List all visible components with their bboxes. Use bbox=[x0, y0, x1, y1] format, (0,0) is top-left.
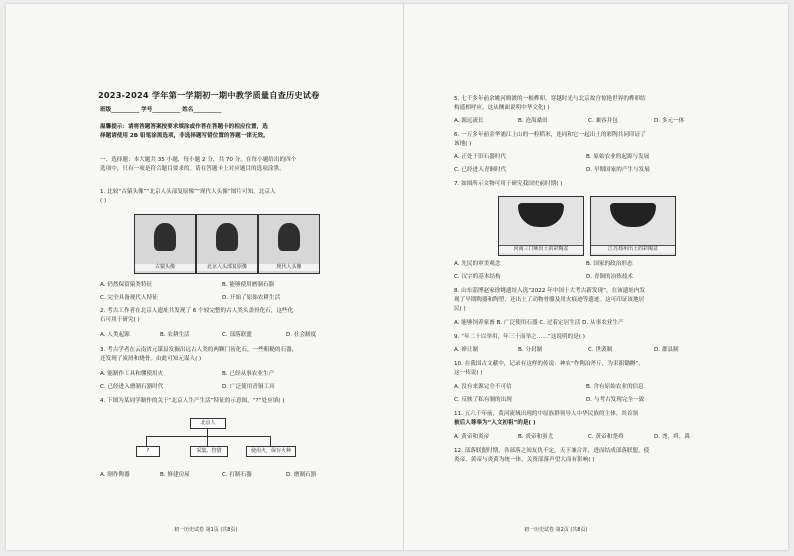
q5-option-c: C. 兼容并包 bbox=[588, 118, 618, 124]
q3-option-a: A. 能制作工具和懂使用火 bbox=[100, 371, 164, 377]
photo-peking-man bbox=[196, 214, 258, 274]
question-11-stem-2: 被后人尊奉为“人文初祖”的是( ) bbox=[454, 420, 536, 426]
pottery-image-1 bbox=[498, 196, 584, 256]
q3-option-c: C. 已经进入磨制石器时代 bbox=[100, 384, 164, 390]
q9-option-b: B. 分封制 bbox=[518, 347, 543, 353]
exam-sheet bbox=[6, 4, 788, 550]
q11-option-c: C. 黄帝和尧舜 bbox=[588, 434, 624, 440]
diagram-fire-box: 使用火，保存火种 bbox=[246, 446, 296, 457]
question-5-stem-2: 构遥相呼应。这从侧面说明中华文化( ) bbox=[454, 105, 550, 111]
question-6-stem-2: 该地( ) bbox=[454, 141, 472, 147]
q5-option-a: A. 源远流长 bbox=[454, 118, 484, 124]
pottery-caption-2: 江苏邳州出土的彩陶盆 bbox=[591, 245, 675, 253]
question-9-stem: 9. “年二十以举用，年三十而举之……”这说明的是( ) bbox=[454, 334, 585, 340]
q7-option-b: B. 国家的政治形态 bbox=[586, 261, 633, 267]
question-10-stem-2: 这一传说( ) bbox=[454, 370, 483, 376]
q1-option-c: C. 完全具备现代人特征 bbox=[100, 295, 158, 301]
diagram-connector-1 bbox=[146, 436, 147, 446]
q1-option-a: A. 仍然保留猿类特征 bbox=[100, 282, 153, 288]
q9-option-c: C. 世袭制 bbox=[588, 347, 613, 353]
question-2-stem: 2. 考古工作者在北京人遗址共发现了 6 个较完整的古人类头盖骨化石，这些化 bbox=[100, 308, 294, 314]
question-2-stem-2: 石可用于研究( ) bbox=[100, 317, 140, 323]
diagram-connector-h bbox=[146, 436, 270, 437]
q6-option-a: A. 正处于旧石器时代 bbox=[454, 154, 507, 160]
question-6-stem: 6. 一万多年前金华浦江上山的一粒稻米，连同和它一起出土的彩陶共同印证了 bbox=[454, 132, 646, 138]
question-1-paren: ( ) bbox=[100, 198, 107, 204]
q6-option-d: D. 早期国家的产生与发展 bbox=[586, 167, 650, 173]
page-left bbox=[6, 4, 398, 550]
tip-line-2: 择题请使用 2B 铅笔涂黑选项，非选择题写错位置的答题一律无效。 bbox=[100, 133, 269, 139]
question-5-stem: 5. 七千多年前余姚河姆渡的一根榫卯，穿越时光与北京故宫惊艳世界的榫卯结 bbox=[454, 96, 646, 102]
q8-options: A. 能够饲养家畜 B. 广泛使用石器 C. 过着定居生活 D. 从事农业生产 bbox=[454, 320, 624, 326]
pottery-bowl-1 bbox=[518, 203, 564, 227]
q4-option-b: B. 修建房屋 bbox=[160, 472, 190, 478]
peking-man-figure bbox=[216, 223, 238, 251]
question-7-stem: 7. 如图所示文物可用于研究我国史前时期( ) bbox=[454, 181, 563, 187]
photo-caption-peking: 北京人头部复原像 bbox=[197, 264, 257, 271]
question-4-stem: 4. 下图为某同学制作的关于“北京人生产生活”特征的示意图，“?”处应填( ) bbox=[100, 398, 285, 404]
page-footer-left: 初一历史试卷 第1页 (共8页) bbox=[174, 527, 238, 533]
q9-option-d: D. 郡县制 bbox=[654, 347, 679, 353]
diagram-connector-v bbox=[207, 428, 208, 436]
q10-option-c: C. 反映了私有制的出现 bbox=[454, 397, 512, 403]
q7-option-d: D. 青铜的冶炼技术 bbox=[586, 274, 634, 280]
q6-option-c: C. 已经进入青铜时代 bbox=[454, 167, 507, 173]
exam-title: 2023-2024 学年第一学期初一期中教学质量自查历史试卷 bbox=[98, 90, 320, 100]
section-header-2: 选项中，只有一项是符合题目要求的。请在答题卡上对应题目的选项涂黑。 bbox=[100, 166, 285, 172]
question-12-stem: 12. 部落联盟时期，各部落之间友仇不定，天下兼合并，进而结成部落联盟，使 bbox=[454, 448, 650, 454]
q11-option-b: B. 炎帝和蚩尤 bbox=[518, 434, 554, 440]
q1-option-b: B. 能够使用磨制石器 bbox=[222, 282, 275, 288]
q2-option-c: C. 部落联盟 bbox=[222, 332, 252, 338]
q5-option-d: D. 多元一体 bbox=[654, 118, 685, 124]
question-3-stem-2: 还发现了炭屑和烧骨。由此可知元谋人( ) bbox=[100, 356, 202, 362]
diagram-root-box: 北京人 bbox=[190, 418, 226, 429]
pottery-image-2 bbox=[590, 196, 676, 256]
question-8-stem-3: 民( ) bbox=[454, 306, 466, 312]
q7-option-c: C. 汉字的基本结构 bbox=[454, 274, 501, 280]
photo-caption-ape: 古猿头像 bbox=[135, 264, 195, 271]
diagram-blank-box: ? bbox=[136, 446, 160, 457]
q11-option-a: A. 黄帝和炎帝 bbox=[454, 434, 490, 440]
q5-option-b: B. 沧海桑田 bbox=[518, 118, 548, 124]
question-3-stem: 3. 考古学者在云南省元谋县发掘出远古人类的两颗门齿化石，一些粗糙的石器， bbox=[100, 347, 298, 353]
q10-option-b: B. 含有原始农业的信息 bbox=[586, 384, 644, 390]
photo-ape-head bbox=[134, 214, 196, 274]
question-8-stem: 8. 山东淄博赵家徐姚遗址入选“2022 年中国十大考古新发现”，在该遗址内发 bbox=[454, 288, 646, 294]
photo-modern-human bbox=[258, 214, 320, 274]
diagram-connector-3 bbox=[270, 436, 271, 446]
q10-option-d: D. 与考古发现完全一致 bbox=[586, 397, 645, 403]
q11-option-d: D. 尧、舜、禹 bbox=[654, 434, 690, 440]
q1-option-d: D. 开始了原始农耕生活 bbox=[222, 295, 281, 301]
q10-option-a: A. 没有来源完全不可信 bbox=[454, 384, 512, 390]
q3-option-b: B. 已经从事农业生产 bbox=[222, 371, 275, 377]
q2-option-d: D. 社会制度 bbox=[286, 332, 317, 338]
q4-option-a: A. 制作陶器 bbox=[100, 472, 130, 478]
q7-option-a: A. 先民的审美观念 bbox=[454, 261, 501, 267]
q6-option-b: B. 原始农业的起源与发展 bbox=[586, 154, 650, 160]
diagram-connector-2 bbox=[207, 436, 208, 446]
q2-option-b: B. 农耕生活 bbox=[160, 332, 190, 338]
q3-option-d: D. 广泛使用青铜工具 bbox=[222, 384, 275, 390]
page-right bbox=[408, 4, 788, 550]
question-8-stem-2: 现了早期陶器和陶塑，还出土了动物骨骼及用火痕迹等遗迹。这可印证该地居 bbox=[454, 297, 645, 303]
section-header-1: 一、选择题：本大题共 35 小题，每小题 2 分，共 70 分。在每小题给出的四个 bbox=[100, 157, 297, 163]
modern-human-figure bbox=[278, 223, 300, 251]
q2-option-a: A. 人类起源 bbox=[100, 332, 130, 338]
question-10-stem: 10. 在我国古文献中，记录有这样的传说：神农“作陶冶斧斤，为耒耜锄耨”， bbox=[454, 361, 644, 367]
pottery-caption-1: 河南三门峡出土的彩陶盆 bbox=[499, 245, 583, 253]
q9-option-a: A. 禅让制 bbox=[454, 347, 479, 353]
page-footer-right: 初一历史试卷 第2页 (共8页) bbox=[524, 527, 588, 533]
question-12-stem-2: 炎帝、黄帝与炎黄为统一体，关资部落声望大而有影响( ) bbox=[454, 457, 595, 463]
diagram-gather-hunt-box: 采集、狩猎 bbox=[190, 446, 228, 457]
tip-line-1: 温馨提示：请将答题答案按要求填涂或作答在答题卡的相应位置，选 bbox=[100, 124, 268, 130]
ape-head-figure bbox=[154, 223, 176, 251]
question-11-stem: 11. 五六千年前，黄河流域出现的中原族群领导人中华民族的主体。其首领 bbox=[454, 411, 639, 417]
photo-caption-modern: 现代人头像 bbox=[259, 264, 319, 271]
student-info-line: 班级__________ 学号__________ 姓名__________ bbox=[100, 107, 222, 113]
pottery-bowl-2 bbox=[610, 203, 656, 227]
q4-option-c: C. 打制石器 bbox=[222, 472, 252, 478]
page-fold bbox=[403, 4, 404, 550]
q4-option-d: D. 磨制石器 bbox=[286, 472, 317, 478]
question-1-stem: 1. 比较“古猿头像”“北京人头部复原像”“现代人头像”图片可知，北京人 bbox=[100, 189, 276, 195]
